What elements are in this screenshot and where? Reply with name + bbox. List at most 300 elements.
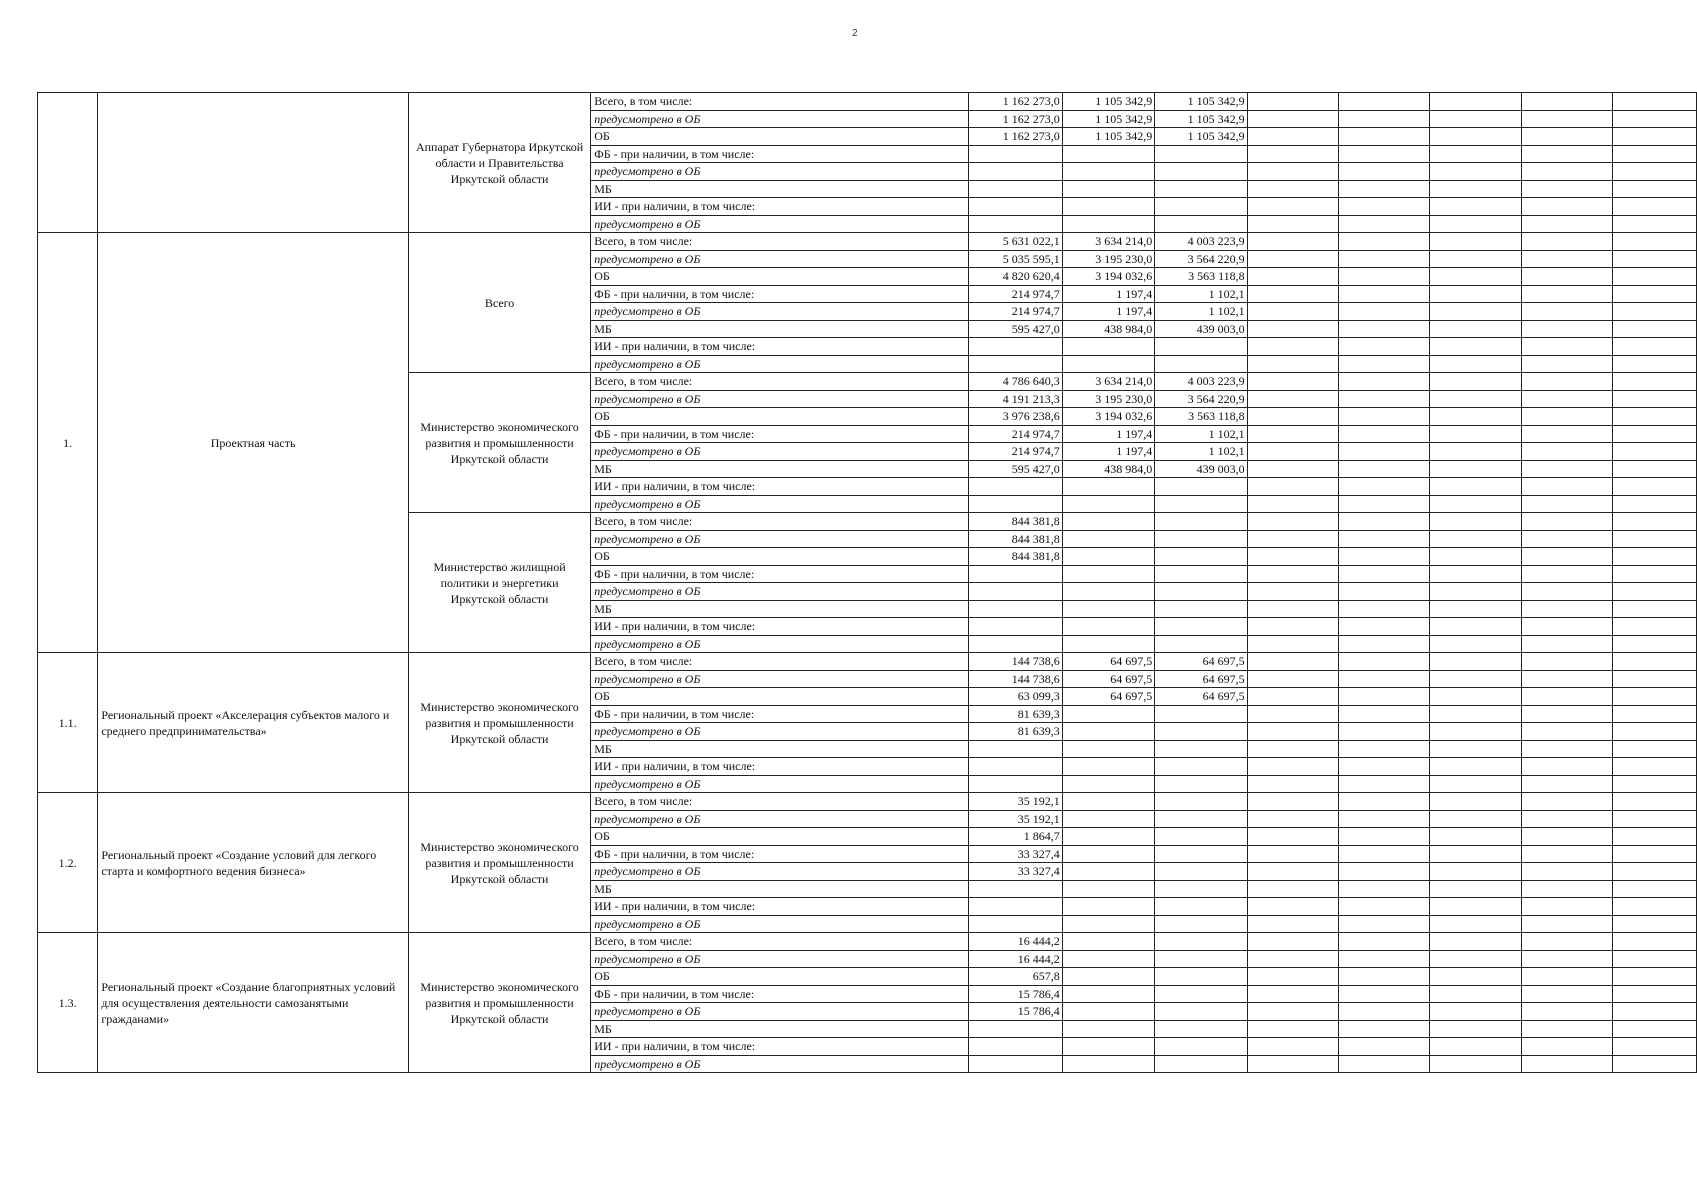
funding-source: предусмотрено в ОБ (591, 1003, 969, 1021)
value-cell (1155, 933, 1247, 951)
empty-cell (1430, 285, 1521, 303)
empty-cell (1430, 810, 1521, 828)
empty-cell (1521, 950, 1612, 968)
value-cell (1155, 198, 1247, 216)
empty-cell (1521, 460, 1612, 478)
empty-cell (1247, 705, 1338, 723)
funding-source: предусмотрено в ОБ (591, 250, 969, 268)
empty-cell (1247, 408, 1338, 426)
funding-source: предусмотрено в ОБ (591, 635, 969, 653)
empty-cell (1339, 320, 1430, 338)
empty-cell (1521, 303, 1612, 321)
value-cell: 4 786 640,3 (969, 373, 1062, 391)
value-cell (969, 1020, 1062, 1038)
empty-cell (1247, 390, 1338, 408)
empty-cell (1521, 600, 1612, 618)
empty-cell (1521, 180, 1612, 198)
value-cell: 1 864,7 (969, 828, 1062, 846)
empty-cell (1430, 1020, 1521, 1038)
empty-cell (1521, 390, 1612, 408)
value-cell (1062, 180, 1154, 198)
empty-cell (1247, 180, 1338, 198)
value-cell (969, 145, 1062, 163)
empty-cell (1430, 320, 1521, 338)
empty-cell (1521, 933, 1612, 951)
value-cell: 15 786,4 (969, 1003, 1062, 1021)
value-cell: 4 003 223,9 (1155, 373, 1247, 391)
empty-cell (1613, 723, 1697, 741)
value-cell (1155, 723, 1247, 741)
value-cell (1062, 600, 1154, 618)
table-body (38, 93, 1697, 1073)
executor-name: Министерство экономического развития и промышленности Иркутской области (408, 373, 590, 513)
funding-source: ФБ - при наличии, в том числе: (591, 565, 969, 583)
empty-cell (1339, 653, 1430, 671)
funding-source: ИИ - при наличии, в том числе: (591, 198, 969, 216)
funding-source: ИИ - при наличии, в том числе: (591, 758, 969, 776)
empty-cell (1339, 495, 1430, 513)
empty-cell (1521, 915, 1612, 933)
funding-source: предусмотрено в ОБ (591, 810, 969, 828)
empty-cell (1247, 898, 1338, 916)
funding-source: ИИ - при наличии, в том числе: (591, 618, 969, 636)
empty-cell (1339, 793, 1430, 811)
empty-cell (1339, 285, 1430, 303)
value-cell: 3 976 238,6 (969, 408, 1062, 426)
value-cell (1155, 793, 1247, 811)
value-cell: 33 327,4 (969, 845, 1062, 863)
value-cell (1155, 968, 1247, 986)
empty-cell (1613, 215, 1697, 233)
value-cell (1062, 338, 1154, 356)
empty-cell (1613, 478, 1697, 496)
value-cell (1062, 705, 1154, 723)
empty-cell (1339, 950, 1430, 968)
empty-cell (1339, 1003, 1430, 1021)
value-cell: 1 105 342,9 (1062, 128, 1154, 146)
empty-cell (1339, 128, 1430, 146)
funding-source: Всего, в том числе: (591, 793, 969, 811)
executor-name: Министерство жилищной политики и энергетики Иркутской области (408, 513, 590, 653)
empty-cell (1521, 670, 1612, 688)
funding-source: предусмотрено в ОБ (591, 1055, 969, 1073)
empty-cell (1613, 233, 1697, 251)
budget-table (37, 92, 1697, 1073)
value-cell: 1 197,4 (1062, 303, 1154, 321)
empty-cell (1521, 285, 1612, 303)
value-cell: 844 381,8 (969, 530, 1062, 548)
empty-cell (1247, 688, 1338, 706)
empty-cell (1613, 618, 1697, 636)
value-cell (1062, 565, 1154, 583)
empty-cell (1430, 373, 1521, 391)
empty-cell (1339, 600, 1430, 618)
value-cell (1155, 495, 1247, 513)
value-cell: 64 697,5 (1155, 670, 1247, 688)
empty-cell (1521, 355, 1612, 373)
empty-cell (1247, 600, 1338, 618)
empty-cell (1247, 128, 1338, 146)
funding-source: предусмотрено в ОБ (591, 303, 969, 321)
funding-source: МБ (591, 180, 969, 198)
empty-cell (1521, 373, 1612, 391)
value-cell: 439 003,0 (1155, 460, 1247, 478)
funding-source: предусмотрено в ОБ (591, 863, 969, 881)
value-cell: 64 697,5 (1062, 688, 1154, 706)
empty-cell (1247, 793, 1338, 811)
empty-cell (1521, 163, 1612, 181)
value-cell (969, 740, 1062, 758)
empty-cell (1430, 565, 1521, 583)
value-cell: 214 974,7 (969, 443, 1062, 461)
funding-source: ОБ (591, 268, 969, 286)
empty-cell (1339, 145, 1430, 163)
empty-cell (1613, 495, 1697, 513)
empty-cell (1430, 670, 1521, 688)
empty-cell (1339, 1038, 1430, 1056)
funding-source: ОБ (591, 548, 969, 566)
empty-cell (1613, 303, 1697, 321)
empty-cell (1247, 845, 1338, 863)
empty-cell (1247, 810, 1338, 828)
empty-cell (1521, 1038, 1612, 1056)
value-cell: 1 105 342,9 (1155, 93, 1247, 111)
table-row (38, 653, 1697, 671)
empty-cell (1430, 180, 1521, 198)
empty-cell (1339, 688, 1430, 706)
value-cell: 1 197,4 (1062, 425, 1154, 443)
value-cell (1062, 880, 1154, 898)
page-number: 2 (852, 28, 858, 39)
item-name: Проектная часть (98, 233, 409, 653)
empty-cell (1247, 670, 1338, 688)
value-cell (1062, 898, 1154, 916)
value-cell (1155, 513, 1247, 531)
value-cell (1155, 338, 1247, 356)
empty-cell (1613, 443, 1697, 461)
value-cell (1155, 565, 1247, 583)
empty-cell (1521, 93, 1612, 111)
empty-cell (1430, 688, 1521, 706)
funding-source: предусмотрено в ОБ (591, 215, 969, 233)
funding-source: ИИ - при наличии, в том числе: (591, 338, 969, 356)
empty-cell (1430, 460, 1521, 478)
value-cell: 144 738,6 (969, 653, 1062, 671)
funding-source: МБ (591, 880, 969, 898)
empty-cell (1521, 898, 1612, 916)
empty-cell (1247, 548, 1338, 566)
empty-cell (1521, 845, 1612, 863)
empty-cell (1521, 688, 1612, 706)
empty-cell (1339, 530, 1430, 548)
empty-cell (1613, 933, 1697, 951)
empty-cell (1430, 723, 1521, 741)
value-cell: 214 974,7 (969, 303, 1062, 321)
empty-cell (1430, 478, 1521, 496)
empty-cell (1430, 215, 1521, 233)
funding-source: предусмотрено в ОБ (591, 390, 969, 408)
funding-source: Всего, в том числе: (591, 233, 969, 251)
empty-cell (1430, 355, 1521, 373)
empty-cell (1247, 1003, 1338, 1021)
empty-cell (1521, 233, 1612, 251)
empty-cell (1339, 863, 1430, 881)
empty-cell (1613, 758, 1697, 776)
value-cell: 844 381,8 (969, 548, 1062, 566)
value-cell (1062, 1020, 1154, 1038)
empty-cell (1339, 355, 1430, 373)
table-row (38, 93, 1697, 111)
empty-cell (1247, 565, 1338, 583)
value-cell (969, 618, 1062, 636)
empty-cell (1430, 863, 1521, 881)
value-cell (1155, 845, 1247, 863)
empty-cell (1339, 1020, 1430, 1038)
empty-cell (1339, 635, 1430, 653)
value-cell: 595 427,0 (969, 460, 1062, 478)
empty-cell (1339, 583, 1430, 601)
value-cell (1155, 740, 1247, 758)
empty-cell (1613, 793, 1697, 811)
value-cell (1062, 635, 1154, 653)
value-cell: 33 327,4 (969, 863, 1062, 881)
value-cell: 5 631 022,1 (969, 233, 1062, 251)
value-cell: 3 564 220,9 (1155, 390, 1247, 408)
empty-cell (1521, 880, 1612, 898)
value-cell (1155, 600, 1247, 618)
empty-cell (1247, 93, 1338, 111)
empty-cell (1430, 198, 1521, 216)
funding-source: ФБ - при наличии, в том числе: (591, 705, 969, 723)
empty-cell (1339, 513, 1430, 531)
empty-cell (1247, 163, 1338, 181)
value-cell (1155, 618, 1247, 636)
empty-cell (1521, 128, 1612, 146)
empty-cell (1430, 653, 1521, 671)
value-cell (1062, 355, 1154, 373)
empty-cell (1521, 723, 1612, 741)
empty-cell (1247, 233, 1338, 251)
value-cell (1062, 863, 1154, 881)
value-cell: 35 192,1 (969, 793, 1062, 811)
empty-cell (1247, 338, 1338, 356)
empty-cell (1430, 793, 1521, 811)
value-cell (969, 338, 1062, 356)
value-cell (1062, 915, 1154, 933)
value-cell: 81 639,3 (969, 723, 1062, 741)
empty-cell (1613, 1038, 1697, 1056)
empty-cell (1521, 320, 1612, 338)
funding-source: предусмотрено в ОБ (591, 495, 969, 513)
value-cell: 3 195 230,0 (1062, 250, 1154, 268)
value-cell: 844 381,8 (969, 513, 1062, 531)
value-cell: 1 105 342,9 (1062, 110, 1154, 128)
empty-cell (1247, 1055, 1338, 1073)
empty-cell (1521, 863, 1612, 881)
empty-cell (1247, 303, 1338, 321)
empty-cell (1430, 443, 1521, 461)
value-cell (1155, 863, 1247, 881)
value-cell (969, 180, 1062, 198)
funding-source: предусмотрено в ОБ (591, 530, 969, 548)
empty-cell (1339, 845, 1430, 863)
empty-cell (1339, 425, 1430, 443)
value-cell (1155, 180, 1247, 198)
empty-cell (1247, 285, 1338, 303)
funding-source: ИИ - при наличии, в том числе: (591, 1038, 969, 1056)
empty-cell (1613, 670, 1697, 688)
empty-cell (1521, 1003, 1612, 1021)
empty-cell (1430, 268, 1521, 286)
empty-cell (1613, 338, 1697, 356)
value-cell (1062, 758, 1154, 776)
empty-cell (1430, 985, 1521, 1003)
value-cell (1062, 163, 1154, 181)
value-cell (1062, 198, 1154, 216)
funding-source: предусмотрено в ОБ (591, 110, 969, 128)
value-cell (1062, 530, 1154, 548)
value-cell: 1 102,1 (1155, 285, 1247, 303)
value-cell (1062, 1055, 1154, 1073)
funding-source: ОБ (591, 128, 969, 146)
empty-cell (1521, 1055, 1612, 1073)
funding-source: МБ (591, 320, 969, 338)
value-cell (1155, 583, 1247, 601)
funding-source: предусмотрено в ОБ (591, 583, 969, 601)
empty-cell (1521, 145, 1612, 163)
empty-cell (1521, 828, 1612, 846)
value-cell (1062, 968, 1154, 986)
empty-cell (1247, 478, 1338, 496)
value-cell (1155, 1020, 1247, 1038)
empty-cell (1247, 250, 1338, 268)
empty-cell (1613, 705, 1697, 723)
empty-cell (1339, 933, 1430, 951)
empty-cell (1430, 530, 1521, 548)
value-cell (1155, 163, 1247, 181)
empty-cell (1339, 740, 1430, 758)
funding-source: МБ (591, 600, 969, 618)
item-name (98, 93, 409, 233)
empty-cell (1613, 250, 1697, 268)
value-cell: 16 444,2 (969, 933, 1062, 951)
empty-cell (1247, 828, 1338, 846)
empty-cell (1613, 163, 1697, 181)
empty-cell (1247, 863, 1338, 881)
empty-cell (1613, 863, 1697, 881)
empty-cell (1339, 880, 1430, 898)
funding-source: ОБ (591, 968, 969, 986)
empty-cell (1430, 740, 1521, 758)
value-cell: 3 563 118,8 (1155, 268, 1247, 286)
empty-cell (1613, 635, 1697, 653)
empty-cell (1247, 530, 1338, 548)
empty-cell (1430, 250, 1521, 268)
empty-cell (1613, 198, 1697, 216)
value-cell (1155, 1003, 1247, 1021)
funding-source: ФБ - при наличии, в том числе: (591, 145, 969, 163)
empty-cell (1339, 915, 1430, 933)
value-cell (1155, 985, 1247, 1003)
empty-cell (1247, 373, 1338, 391)
funding-source: предусмотрено в ОБ (591, 915, 969, 933)
value-cell: 1 102,1 (1155, 425, 1247, 443)
value-cell (969, 915, 1062, 933)
empty-cell (1613, 1055, 1697, 1073)
empty-cell (1339, 460, 1430, 478)
empty-cell (1613, 548, 1697, 566)
empty-cell (1339, 443, 1430, 461)
empty-cell (1613, 810, 1697, 828)
empty-cell (1521, 758, 1612, 776)
empty-cell (1613, 513, 1697, 531)
empty-cell (1247, 215, 1338, 233)
funding-source: предусмотрено в ОБ (591, 355, 969, 373)
item-number: 1.3. (38, 933, 98, 1073)
empty-cell (1339, 215, 1430, 233)
empty-cell (1430, 933, 1521, 951)
funding-source: предусмотрено в ОБ (591, 670, 969, 688)
empty-cell (1339, 548, 1430, 566)
empty-cell (1613, 268, 1697, 286)
value-cell (969, 198, 1062, 216)
empty-cell (1247, 915, 1338, 933)
item-name: Региональный проект «Создание благоприятных условий для осуществления деятельности самозанятыми гражданами» (98, 933, 409, 1073)
empty-cell (1339, 758, 1430, 776)
empty-cell (1613, 1003, 1697, 1021)
value-cell (1155, 145, 1247, 163)
value-cell (1062, 513, 1154, 531)
empty-cell (1613, 530, 1697, 548)
empty-cell (1430, 635, 1521, 653)
funding-source: Всего, в том числе: (591, 373, 969, 391)
empty-cell (1339, 1055, 1430, 1073)
empty-cell (1247, 583, 1338, 601)
funding-source: предусмотрено в ОБ (591, 950, 969, 968)
empty-cell (1613, 110, 1697, 128)
value-cell: 64 697,5 (1062, 653, 1154, 671)
value-cell: 4 820 620,4 (969, 268, 1062, 286)
empty-cell (1521, 775, 1612, 793)
value-cell (1062, 810, 1154, 828)
funding-source: ИИ - при наличии, в том числе: (591, 898, 969, 916)
value-cell (1062, 723, 1154, 741)
value-cell (969, 1038, 1062, 1056)
empty-cell (1339, 670, 1430, 688)
empty-cell (1339, 198, 1430, 216)
empty-cell (1430, 968, 1521, 986)
empty-cell (1339, 268, 1430, 286)
executor-name: Министерство экономического развития и промышленности Иркутской области (408, 933, 590, 1073)
empty-cell (1521, 985, 1612, 1003)
table-row (38, 793, 1697, 811)
empty-cell (1339, 775, 1430, 793)
value-cell (1155, 775, 1247, 793)
funding-source: Всего, в том числе: (591, 653, 969, 671)
value-cell (1155, 898, 1247, 916)
empty-cell (1339, 180, 1430, 198)
empty-cell (1430, 233, 1521, 251)
value-cell (1062, 1038, 1154, 1056)
empty-cell (1613, 583, 1697, 601)
value-cell (969, 898, 1062, 916)
empty-cell (1613, 688, 1697, 706)
empty-cell (1521, 110, 1612, 128)
value-cell: 3 564 220,9 (1155, 250, 1247, 268)
funding-source: ФБ - при наличии, в том числе: (591, 985, 969, 1003)
empty-cell (1247, 775, 1338, 793)
funding-source: предусмотрено в ОБ (591, 775, 969, 793)
